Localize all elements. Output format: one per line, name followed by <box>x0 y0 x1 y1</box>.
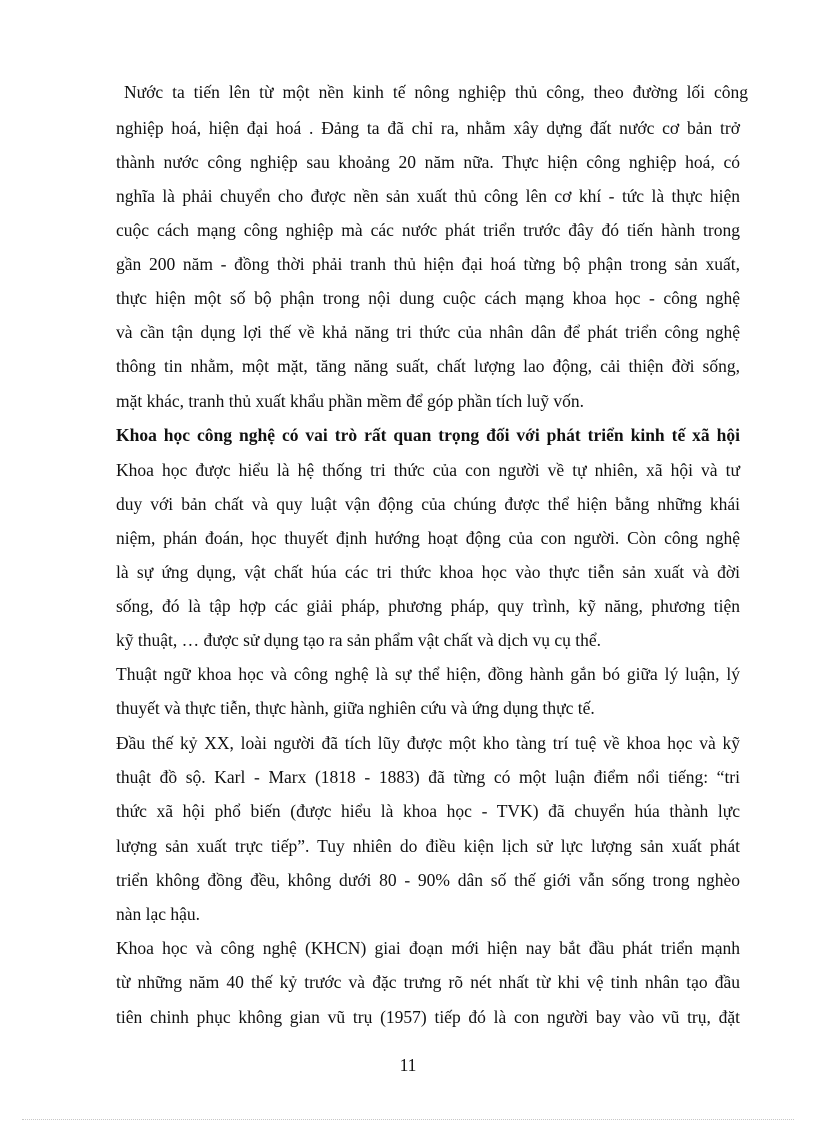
paragraph-1-line-9: thông tin nhằm, một mặt, tăng năng suất, chất lượng lao động, cải thiện đời sống, <box>116 356 740 376</box>
paragraph-1-line-8: và cần tận dụng lợi thế về khả năng tri thức của nhân dân để phát triển công nghệ <box>116 322 740 342</box>
paragraph-2-line-5: sống, đó là tập hợp các giải pháp, phương pháp, quy trình, kỹ năng, phương tiện <box>116 596 740 616</box>
paragraph-1-line-2: nghiệp hoá, hiện đại hoá . Đảng ta đã chỉ ra, nhằm xây dựng đất nước cơ bản trở <box>116 118 740 138</box>
paragraph-5-line-2: từ những năm 40 thế kỷ trước và đặc trưng rõ nét nhất từ khi vệ tinh nhân tạo đầu <box>116 972 740 992</box>
paragraph-4-line-3: thức xã hội phổ biến (được hiểu là khoa học - TVK) đã chuyển húa thành lực <box>116 801 740 821</box>
paragraph-1-line-4: nghĩa là phải chuyển cho được nền sản xuất thủ công lên cơ khí - tức là thực hiện <box>116 186 740 206</box>
paragraph-2-line-2: duy với bản chất và quy luật vận động của chúng được thể hiện bằng những khái <box>116 494 740 514</box>
paragraph-1-line-10: mặt khác, tranh thủ xuất khẩu phần mềm để góp phần tích luỹ vốn. <box>116 391 585 411</box>
page-bottom-divider <box>22 1119 794 1120</box>
paragraph-1-line-5: cuộc cách mạng công nghiệp mà các nước phát triển trước đây đó tiến hành trong <box>116 220 740 240</box>
section-heading: Khoa học công nghệ có vai trò rất quan trọng đối với phát triển kinh tế xã hội <box>116 425 740 445</box>
paragraph-2-line-3: niệm, phán đoán, học thuyết định hướng hoạt động của con người. Còn công nghệ <box>116 528 740 548</box>
page-number: 11 <box>399 1055 417 1075</box>
paragraph-4-line-1: Đầu thế kỷ XX, loài người đã tích lũy được một kho tàng trí tuệ về khoa học và kỹ <box>116 733 740 753</box>
paragraph-1-line-1: Nước ta tiến lên từ một nền kinh tế nông nghiệp thủ công, theo đường lối công <box>124 82 748 102</box>
paragraph-4-line-4: lượng sản xuất trực tiếp”. Tuy nhiên do điều kiện lịch sử lực lượng sản xuất phát <box>116 836 740 856</box>
paragraph-4-line-5: triển không đồng đều, không dưới 80 - 90% dân số thế giới vẫn sống trong nghèo <box>116 870 740 890</box>
paragraph-4-line-6: nàn lạc hậu. <box>116 904 201 924</box>
paragraph-1-line-6: gần 200 năm - đồng thời phải tranh thủ hiện đại hoá từng bộ phận trong sản xuất, <box>116 254 740 274</box>
paragraph-1-line-7: thực hiện một số bộ phận trong nội dung cuộc cách mạng khoa học - công nghệ <box>116 288 740 308</box>
paragraph-2-line-6: kỹ thuật, … được sử dụng tạo ra sản phẩm vật chất và dịch vụ cụ thể. <box>116 630 602 650</box>
paragraph-2-line-4: là sự ứng dụng, vật chất húa các tri thức khoa học vào thực tiễn sản xuất và đời <box>116 562 740 582</box>
paragraph-5-line-3: tiên chinh phục không gian vũ trụ (1957) tiếp đó là con người bay vào vũ trụ, đặt <box>116 1007 740 1027</box>
paragraph-2-line-1: Khoa học được hiểu là hệ thống tri thức của con người về tự nhiên, xã hội và tư <box>116 460 740 480</box>
paragraph-3-line-2: thuyết và thực tiễn, thực hành, giữa nghiên cứu và ứng dụng thực tế. <box>116 698 595 718</box>
paragraph-4-line-2: thuật đồ sộ. Karl - Marx (1818 - 1883) đã từng có một luận điểm nổi tiếng: “tri <box>116 767 740 787</box>
paragraph-3-line-1: Thuật ngữ khoa học và công nghệ là sự thể hiện, đồng hành gắn bó giữa lý luận, lý <box>116 664 740 684</box>
paragraph-5-line-1: Khoa học và công nghệ (KHCN) giai đoạn mới hiện nay bắt đầu phát triển mạnh <box>116 938 740 958</box>
paragraph-1-line-3: thành nước công nghiệp sau khoảng 20 năm nữa. Thực hiện công nghiệp hoá, có <box>116 152 740 172</box>
